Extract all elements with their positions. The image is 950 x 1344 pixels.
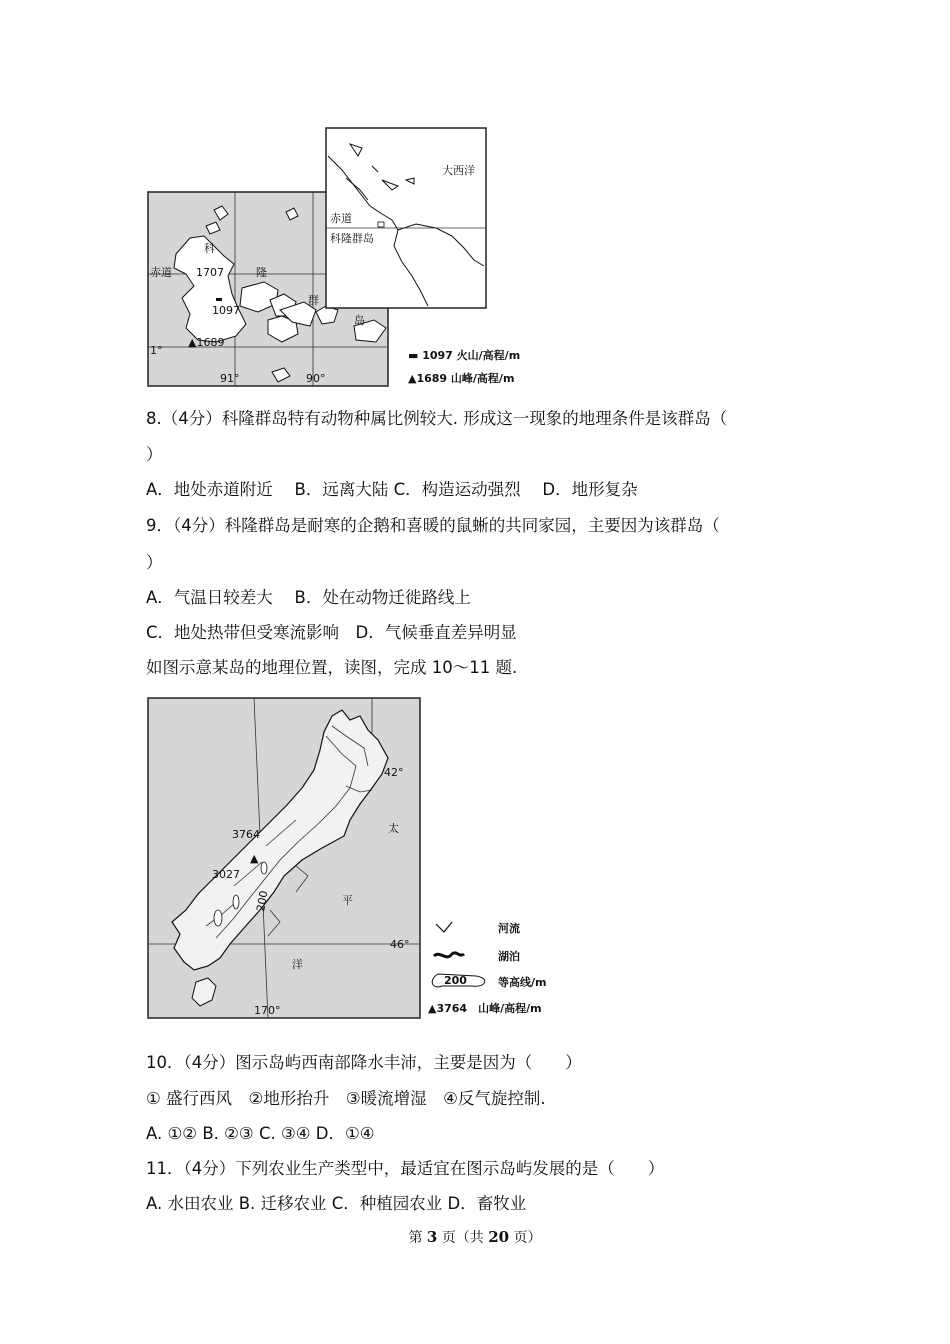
contour-200-label: 200 — [254, 889, 271, 913]
main-equator-label: 赤道 — [150, 266, 172, 279]
q8-stem-close: ） — [146, 445, 163, 464]
lon-170-label: 170° — [254, 1004, 281, 1017]
galapagos-map — [146, 126, 546, 388]
peak-3764-label: 3764 — [232, 828, 260, 841]
footer-middle: 页（共 — [437, 1230, 489, 1246]
q10-options: A. ①② B. ②③ C. ③④ D．①④ — [146, 1124, 375, 1143]
lon-90-label: 90° — [306, 372, 326, 385]
lat-1-label: 1° — [150, 344, 163, 357]
page-footer — [0, 1227, 950, 1247]
q10-stem: 10．（4分）图示岛屿西南部降水丰沛，主要是因为（ ） — [146, 1053, 582, 1072]
footer-suffix: 页） — [509, 1230, 542, 1246]
legend-contour-num: 200 — [444, 974, 467, 987]
q8-options: A．地处赤道附近 B．远离大陆 C．构造运动强烈 D．地形复杂 — [146, 480, 638, 499]
map2-legend — [428, 921, 546, 1015]
volcano-1707-label: 1707 — [196, 266, 224, 279]
lat-46-label: 46° — [390, 938, 410, 951]
q9-options-1: A．气温日较差大 B．处在动物迁徙路线上 — [146, 588, 471, 607]
ocean-char-1: 太 — [388, 822, 399, 835]
q9-options-2: C．地处热带但受寒流影响 D．气候垂直差异明显 — [146, 623, 517, 642]
q10-statements: ① 盛行西风 ②地形抬升 ③暖流增湿 ④反气旋控制. — [146, 1089, 546, 1108]
lat-42-label: 42° — [384, 766, 404, 779]
peak-3027-label: 3027 — [212, 868, 240, 881]
legend-lake: 湖泊 — [498, 950, 520, 963]
inset-ocean-label: 大西洋 — [442, 164, 475, 177]
inset-islands-label: 科隆群岛 — [330, 232, 374, 245]
q9-stem-close: ） — [146, 553, 163, 572]
island-char-4: 岛 — [354, 314, 365, 327]
legend-river: 河流 — [498, 922, 520, 935]
q9-stem: 9．（4分）科隆群岛是耐寒的企鹅和喜暖的鼠蜥的共同家园，主要因为该群岛（ — [146, 516, 720, 535]
island-char-2: 隆 — [256, 266, 267, 279]
legend-volcano: ▬ 1097 火山/高程/m — [408, 349, 521, 362]
island-char-1: 科 — [204, 242, 215, 255]
legend-peak: ▲3764 山峰/高程/m — [428, 1002, 542, 1015]
legend-peak: ▲1689 山峰/高程/m — [408, 372, 515, 385]
footer-page-number: 3 — [426, 1228, 438, 1246]
footer-total-pages: 20 — [488, 1228, 510, 1246]
island-char-3: 群 — [308, 294, 319, 307]
volcano-1097-label: 1097 — [212, 304, 240, 317]
ocean-char-3: 洋 — [292, 958, 303, 971]
q11-stem: 11．（4分）下列农业生产类型中，最适宜在图示岛屿发展的是（ ） — [146, 1159, 665, 1178]
legend-contour: 等高线/m — [498, 976, 547, 989]
q11-options: A. 水田农业 B. 迁移农业 C．种植园农业 D．畜牧业 — [146, 1194, 527, 1213]
south-island-map — [146, 696, 576, 1022]
peak-3027-marker: ▲ — [250, 852, 259, 865]
ocean-char-2: 平 — [342, 894, 353, 907]
footer-prefix: 第 — [408, 1230, 427, 1246]
q8-stem: 8.（4分）科隆群岛特有动物种属比例较大. 形成这一现象的地理条件是该群岛（ — [146, 409, 728, 428]
lon-91-label: 91° — [220, 372, 240, 385]
inset-equator-label: 赤道 — [330, 212, 352, 225]
peak-1689-label: ▲1689 — [188, 336, 225, 349]
intro-text: 如图示意某岛的地理位置，读图，完成 10～11 题. — [146, 658, 518, 677]
